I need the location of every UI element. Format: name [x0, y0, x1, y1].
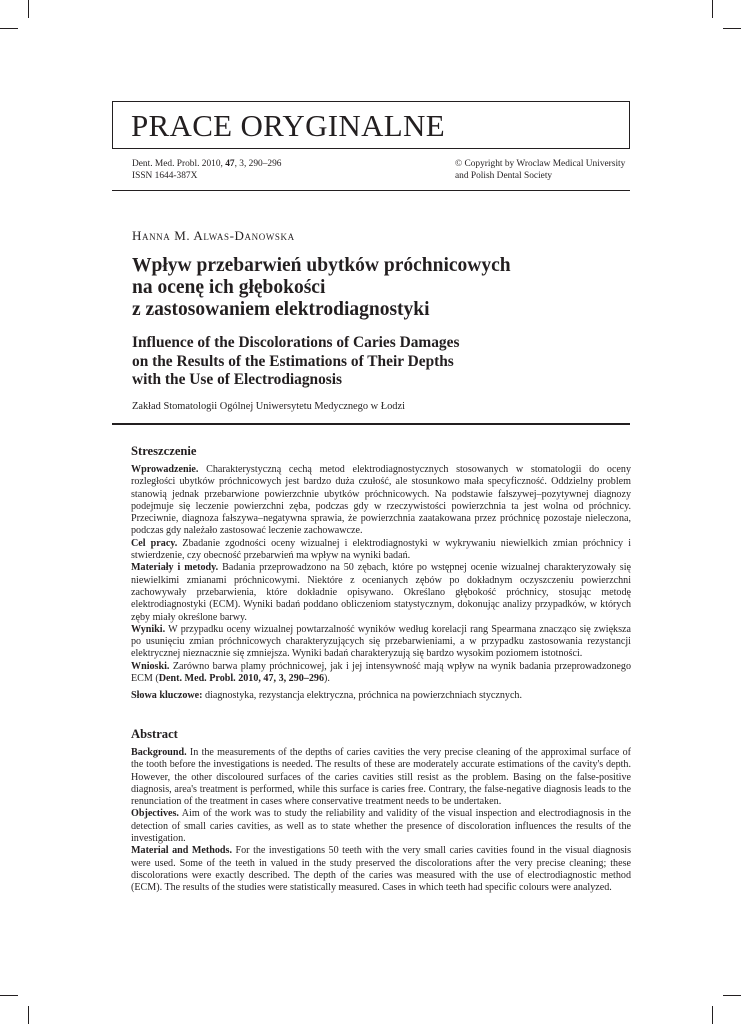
paragraph-wprowadzenie: [131, 464, 631, 538]
issn: ISSN 1644-387X: [132, 171, 198, 181]
citation-journal: Dent. Med. Probl. 2010,: [132, 159, 226, 169]
divider: [112, 423, 630, 425]
title-line: z zastosowaniem elektrodiagnostyki: [132, 299, 430, 320]
divider: [112, 190, 630, 191]
paragraph-methods: [131, 845, 631, 894]
section-heading-abstract: Abstract: [131, 727, 178, 741]
text-wnioski-end: ).: [324, 673, 330, 685]
title-polish: [132, 255, 612, 321]
text-materialy: Badania przeprowadzono na 50 zębach, które po wstępnej ocenie wizualnej charakteryzowały się niewielkimi zmianami próchnicowymi. Niektóre z ocenianych zębów po dokładnym oczyszczeniu powierzchni zachowywały przebarwienia, które dokładnie opisywano. Określano głębokość próchnicy, stosując metodę elektrodiagnostyki (ECM). Wyniki badań poddano obliczeniom statystycznym, dokonując analizy przypadków, w których zęby miały określone barwy.: [131, 562, 632, 623]
paragraph-wyniki: [131, 624, 631, 661]
label-methods: Material and Methods.: [131, 845, 232, 857]
label-materialy: Materiały i metody.: [131, 562, 219, 574]
title-line: with the Use of Electrodiagnosis: [132, 371, 343, 388]
label-wnioski: Wnioski.: [131, 660, 170, 672]
text-background: In the measurements of the depths of caries cavities the very precise cleaning of the approximal surface of the tooth before the investigations is needed. The results of these are moderately accurate estimations of the cavity's depth. However, the other discoloured surfaces of the caries cavities still resist as the problem. Basing on the false-positive diagnosis, area's treatment is performed, while this surface is caries free. Contrary, the false-negative diagnosis leads to the renunciation of the treatment in cases where conservative treatment needs to be undertaken.: [131, 747, 631, 808]
text-cel: Zbadanie zgodności oceny wizualnej i elektrodiagnostyki w wykrywaniu niewielkich zmian próchnicy i stwierdzenie, czy obecność przebarwień ma wpływ na wyniki badań.: [131, 537, 631, 562]
crop-mark: [0, 28, 18, 29]
title-line: Wpływ przebarwień ubytków próchnicowych: [132, 255, 511, 276]
paragraph-keywords: [131, 690, 631, 702]
label-cel: Cel pracy.: [131, 537, 178, 549]
text-wyniki: W przypadku oceny wizualnej powtarzalność wyników według korelacji rang Spearmana znacząco się zwiększa po usunięciu zmian próchnicowych charakteryzujących się przebarwieniami, a w przypadku zastosowania rezystancji elektrycznej nieznacznie się zmniejsza. Wyniki badań charakteryzują się bardzo wysokim poziomem istotności.: [131, 623, 631, 660]
paragraph-wnioski: [131, 661, 631, 686]
crop-mark: [723, 995, 741, 996]
crop-mark: [0, 995, 18, 996]
crop-mark: [28, 1006, 29, 1024]
section-heading: PRACE ORYGINALNE: [131, 108, 445, 143]
streszczenie-section: [131, 444, 631, 703]
label-objectives: Objectives.: [131, 808, 179, 820]
crop-mark: [723, 28, 741, 29]
text-wprowadzenie: Charakterystyczną cechą metod elektrodiagnostycznych stosowanych w stomatologii do oceny rozległości ubytków próchnicowych jest bardzo duża czułość, ale stosunkowo mała specyficzność. Oddzielny problem stanowią jednak przebarwione powierzchnie ubytków próchnicowych. Na podstawie fałszywej–pozytywnej diagnozy podejmuje się leczenie powierzchni zęba, podczas gdy w rzeczywistości powierzchnia ta jest wolna od próchnicy. Przeciwnie, diagnoza fałszywa–negatywna sprawia, że powierzchnia zaatakowana przez próchnicę pozostaje nieleczona, podczas gdy należało zastosować leczenie zachowawcze.: [131, 464, 631, 537]
section-heading-streszczenie: Streszczenie: [131, 444, 197, 458]
paragraph-cel: [131, 538, 631, 563]
title-line: na ocenę ich głębokości: [132, 277, 326, 298]
paragraph-materialy: [131, 562, 631, 623]
crop-mark: [712, 1006, 713, 1024]
text-objectives: Aim of the work was to study the reliability and validity of the visual inspection and electrodiagnosis in the detection of small caries cavities, as well as to state whether the presence of discoloration influences the results of the investigation.: [131, 808, 631, 845]
citation-block: [132, 158, 281, 182]
copyright-block: [455, 158, 625, 182]
citation-volume: 47: [225, 159, 235, 169]
affiliation: Zakład Stomatologii Ogólnej Uniwersytetu Medycznego w Łodzi: [132, 401, 405, 412]
text-methods: For the investigations 50 teeth with the very small caries cavities found in the visual diagnosis were used. Some of the teeth in valued in the study preserved the discolorations after the very precise cleaning; these discolorations were exactly described. The depth of the caries was measured with the use of electrodiagnostic method (ECM). The results of the studies were statistically measured. Cases in which teeth had specific colours were analyzed.: [131, 845, 631, 894]
crop-mark: [712, 0, 713, 18]
title-line: on the Results of the Estimations of Their Depths: [132, 352, 454, 370]
crop-mark: [28, 0, 29, 18]
author: Hanna M. Alwas-Danowska: [132, 228, 295, 243]
label-keywords: Słowa kluczowe:: [131, 690, 203, 702]
label-wprowadzenie: Wprowadzenie.: [131, 464, 199, 475]
title-line: Influence of the Discolorations of Caries Damages: [132, 334, 460, 351]
citation-line: [132, 158, 281, 170]
paragraph-background: [131, 747, 631, 808]
citation-inline: Dent. Med. Probl. 2010, 47, 3, 290–296: [158, 673, 324, 685]
section-header-box: [112, 101, 630, 149]
abstract-section: [131, 727, 631, 895]
citation-pages: , 3, 290–296: [234, 159, 282, 169]
copyright-line: and Polish Dental Society: [455, 171, 553, 181]
label-wyniki: Wyniki.: [131, 623, 166, 635]
paragraph-objectives: [131, 808, 631, 845]
text-wnioski: Zarówno barwa plamy próchnicowej, jak i jej intensywność mają wpływ na wynik badania przeprowadzonego ECM (: [131, 660, 631, 685]
copyright-line: © Copyright by Wroclaw Medical University: [455, 159, 626, 169]
text-keywords: diagnostyka, rezystancja elektryczna, próchnica na powierzchniach stycznych.: [202, 690, 522, 702]
title-english: [132, 334, 612, 390]
label-background: Background.: [131, 747, 187, 758]
